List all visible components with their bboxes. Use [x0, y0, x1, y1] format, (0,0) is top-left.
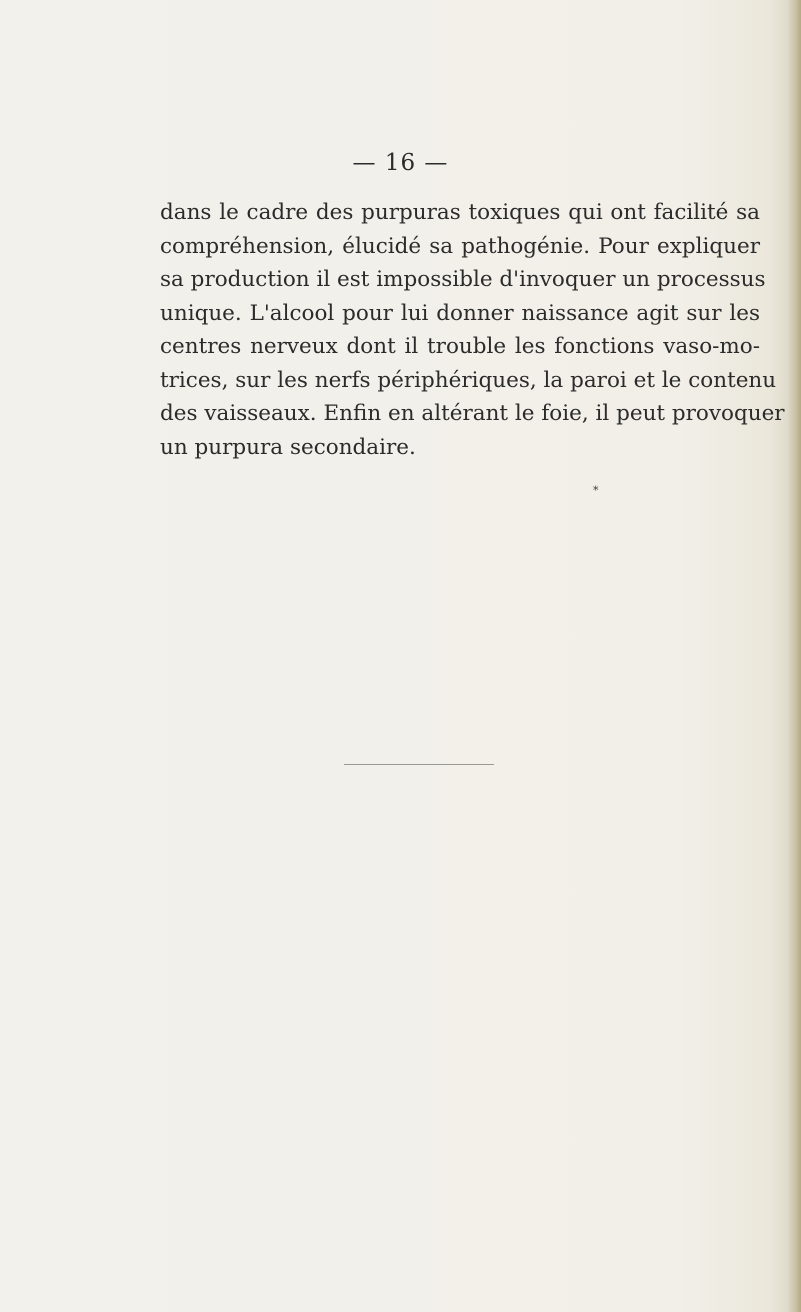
text-line: trices, sur les nerfs périphériques, la paroi et le contenu: [160, 367, 777, 393]
page-number: — 16 —: [352, 150, 449, 176]
text-line: dans le cadre des purpuras toxiques qui ont facilité sa: [160, 200, 760, 225]
text-line: un purpura secondaire.: [160, 434, 416, 460]
text-line: des vaisseaux. Enfin en altérant le foie, il peut provoquer: [160, 401, 785, 426]
text-line: sa production il est impossible d'invoquer un processus: [160, 267, 766, 292]
body-paragraph: [160, 196, 785, 464]
print-mark: *: [593, 484, 599, 497]
text-line: compréhension, élucidé sa pathogénie. Pour expliquer: [160, 233, 760, 259]
horizontal-rule: [344, 764, 494, 765]
page-edge-shadow: [787, 0, 801, 1312]
text-line: centres nerveux dont il trouble les fonctions vaso-mo-: [160, 334, 760, 359]
text-line: unique. L'alcool pour lui donner naissance agit sur les: [160, 300, 760, 326]
